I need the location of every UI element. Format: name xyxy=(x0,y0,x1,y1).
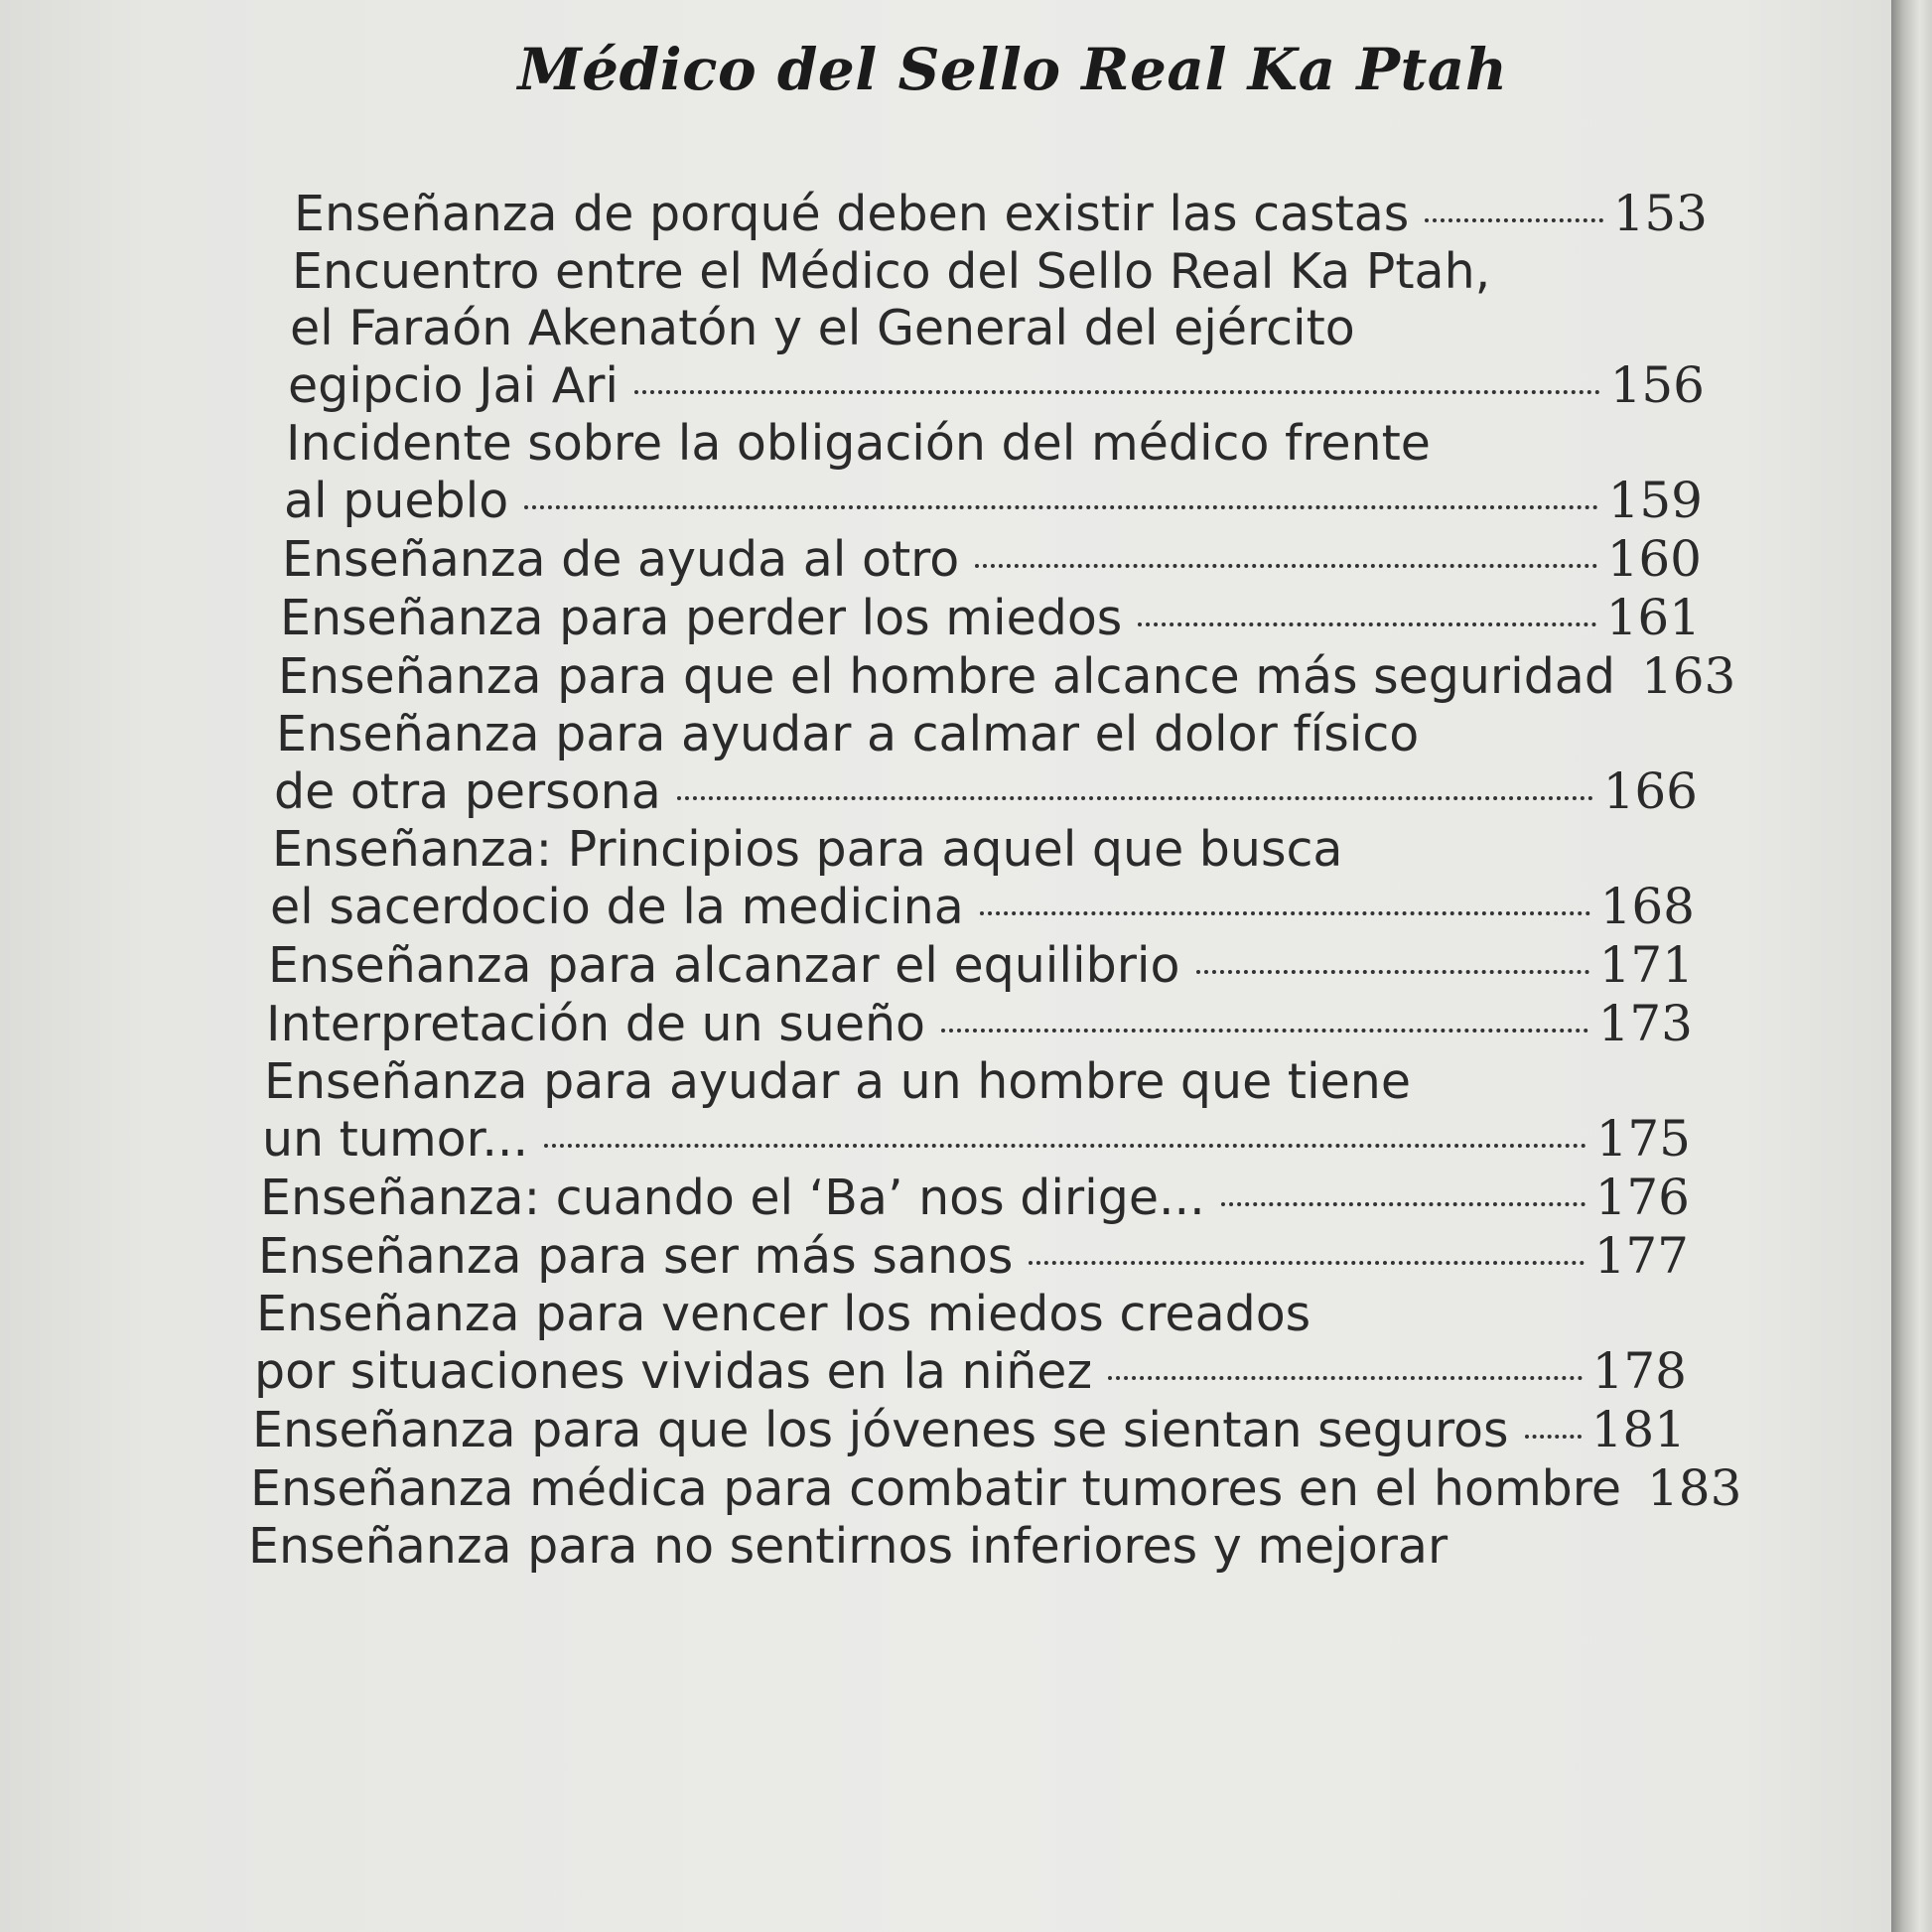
toc-entry-text: Enseñanza para vencer los miedos creados xyxy=(256,1286,1311,1342)
toc-entry-line xyxy=(262,1110,1691,1168)
toc-page-number: 181 xyxy=(1590,1401,1686,1458)
toc-entry-text: Enseñanza para ayudar a un hombre que tiene xyxy=(264,1053,1411,1110)
toc-entry-text: egipcio Jai Ari xyxy=(288,357,620,414)
toc-page-number: 166 xyxy=(1602,762,1698,820)
dot-leader xyxy=(1221,1202,1586,1206)
toc-entry-line xyxy=(250,1459,1742,1517)
toc-page-number: 178 xyxy=(1591,1342,1687,1400)
dot-leader xyxy=(544,1144,1587,1148)
dot-leader xyxy=(1196,970,1589,974)
toc-page-number: 156 xyxy=(1609,356,1705,414)
dot-leader xyxy=(634,390,1600,394)
toc-page-number: 168 xyxy=(1599,878,1695,935)
toc-entry-line xyxy=(260,1169,1690,1226)
toc-entry-line xyxy=(268,936,1694,994)
toc-entry-line xyxy=(272,821,1343,878)
toc-entry-text: Enseñanza médica para combatir tumores en el hombre xyxy=(250,1460,1621,1517)
toc-entry-line xyxy=(252,1401,1686,1458)
dot-leader xyxy=(975,564,1596,568)
toc-entry-text: de otra persona xyxy=(274,763,661,820)
toc-entry-text: Enseñanza para no sentirnos inferiores y mejorar xyxy=(248,1518,1449,1575)
toc-page-number: 159 xyxy=(1607,472,1703,529)
toc-entry-text: Interpretación de un sueño xyxy=(266,996,926,1052)
toc-entry-line xyxy=(270,878,1695,935)
toc-entry-text: Enseñanza: cuando el ‘Ba’ nos dirige... xyxy=(260,1170,1205,1226)
toc-entry-line xyxy=(258,1227,1689,1285)
toc-entry-line xyxy=(286,415,1431,472)
toc-entry-text: al pueblo xyxy=(284,473,509,529)
toc-entry-line xyxy=(284,472,1703,529)
toc-page-number: 163 xyxy=(1640,647,1736,705)
toc-entry-text: el Faraón Akenatón y el General del ejército xyxy=(290,300,1355,356)
page-header: Médico del Sello Real Ka Ptah xyxy=(517,36,1508,103)
toc-entry-text: por situaciones vividas en la niñez xyxy=(254,1343,1093,1400)
page-edge xyxy=(1891,0,1932,1932)
toc-page-number: 171 xyxy=(1598,936,1694,994)
toc-entry-line xyxy=(288,356,1705,414)
toc-entry-text: Enseñanza para alcanzar el equilibrio xyxy=(268,937,1180,994)
dot-leader xyxy=(1108,1376,1582,1380)
toc-entry-text: el sacerdocio de la medicina xyxy=(270,879,964,935)
toc-entry-line xyxy=(278,647,1736,705)
toc-page-number: 175 xyxy=(1595,1110,1691,1168)
toc-entry-line xyxy=(276,706,1420,762)
toc-entry-line xyxy=(256,1286,1311,1342)
toc-entry-text: Enseñanza para perder los miedos xyxy=(280,590,1123,646)
toc-entry-line xyxy=(280,589,1701,646)
dot-leader xyxy=(1525,1435,1582,1439)
dot-leader xyxy=(941,1029,1588,1033)
toc-entry-line xyxy=(264,1053,1411,1110)
toc-entry-line xyxy=(290,300,1355,356)
toc-entry-line xyxy=(292,243,1491,300)
dot-leader xyxy=(1425,218,1602,222)
toc-entry-text: Enseñanza de porqué deben existir las castas xyxy=(294,186,1410,242)
toc-entry-text: Enseñanza para que el hombre alcance más seguridad xyxy=(278,648,1615,705)
toc-page-number: 177 xyxy=(1593,1227,1689,1285)
toc-entry-line xyxy=(294,185,1708,242)
toc-entry-line xyxy=(266,995,1693,1052)
toc-entry-text: Enseñanza para ser más sanos xyxy=(258,1228,1014,1285)
toc-entry-text: un tumor... xyxy=(262,1111,529,1168)
toc-page-number: 183 xyxy=(1647,1459,1742,1517)
toc-page-number: 173 xyxy=(1597,995,1693,1052)
toc-page-number: 176 xyxy=(1594,1169,1690,1226)
dot-leader xyxy=(677,796,1593,800)
toc-page-number: 160 xyxy=(1606,530,1702,588)
toc-entry-text: Enseñanza para que los jóvenes se sientan seguros xyxy=(252,1402,1509,1458)
toc-page-number: 153 xyxy=(1612,185,1708,242)
toc-page-number: 161 xyxy=(1605,589,1701,646)
dot-leader xyxy=(524,505,1597,509)
toc-entry-line xyxy=(248,1518,1449,1575)
toc-entry-text: Enseñanza de ayuda al otro xyxy=(282,531,960,588)
toc-entry-line xyxy=(254,1342,1687,1400)
toc-entry-text: Incidente sobre la obligación del médico frente xyxy=(286,415,1431,472)
dot-leader xyxy=(1138,622,1595,626)
toc-entry-text: Enseñanza para ayudar a calmar el dolor físico xyxy=(276,706,1420,762)
dot-leader xyxy=(980,911,1590,915)
toc-entry-line xyxy=(282,530,1702,588)
toc-entry-line xyxy=(274,762,1698,820)
toc-entry-text: Enseñanza: Principios para aquel que busca xyxy=(272,821,1343,878)
dot-leader xyxy=(1029,1261,1584,1265)
toc-entry-text: Encuentro entre el Médico del Sello Real Ka Ptah, xyxy=(292,243,1491,300)
